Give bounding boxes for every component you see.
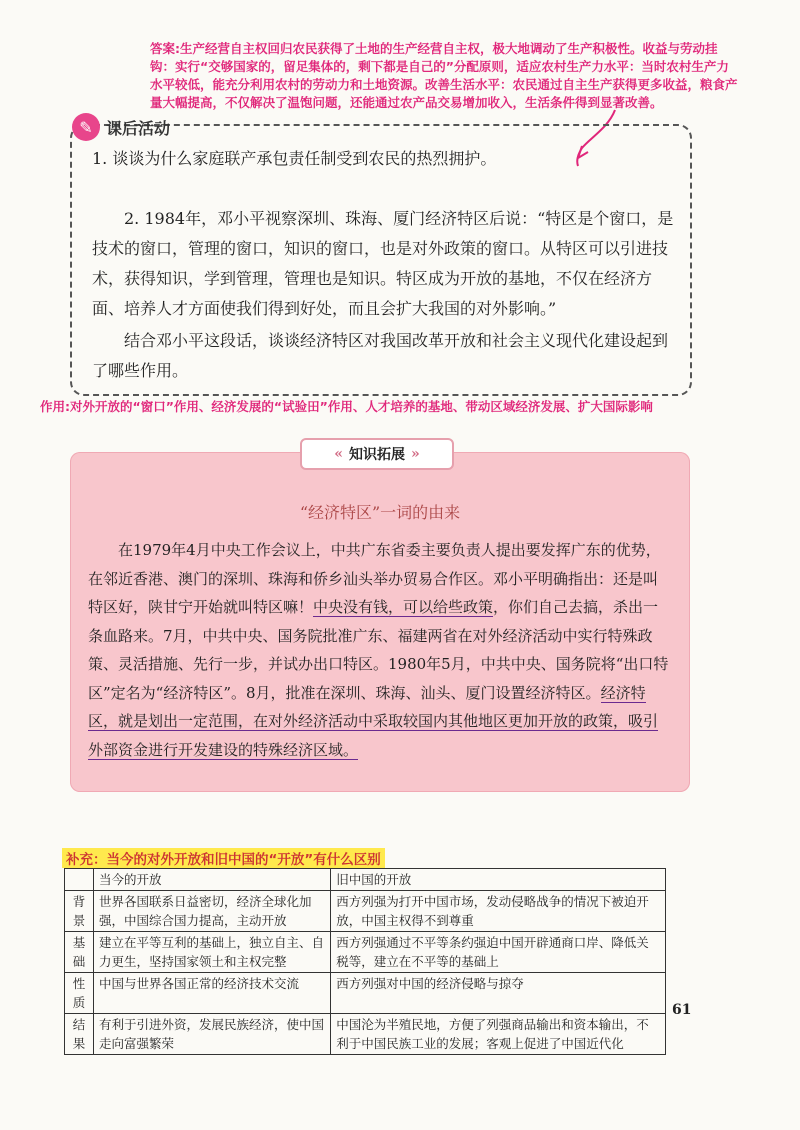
comparison-table bbox=[64, 868, 666, 1055]
table-row bbox=[65, 932, 666, 973]
answer2-text: 对外开放的“窗口”作用、经济发展的“试验田”作用、人才培养的基地、带动区域经济发展、扩大国际影响 bbox=[70, 399, 653, 414]
table-row-header: 结果 bbox=[65, 1014, 94, 1055]
table-cell: 有利于引进外资，发展民族经济，使中国走向富强繁荣 bbox=[94, 1014, 331, 1055]
activity-title: 课后活动 bbox=[106, 118, 171, 138]
table-cell: 中国与世界各国正常的经济技术交流 bbox=[94, 973, 331, 1014]
answer-text: 生产经营自主权回归农民获得了土地的生产经营自主权，极大地调动了生产积极性。收益与劳动挂钩：实行“交够国家的，留足集体的，剩下都是自己的”分配原则，适应农村生产力水平：当时农村生产力水平较低，能充分利用农村的劳动力和土地资源。改善生活水平：农民通过自主生产获得更多收益，粮食产量大幅提高，不仅解决了温饱问题，还能通过农产品交易增加收入，生活条件得到显著改善。 bbox=[150, 41, 738, 110]
activity-question-3: 结合邓小平这段话，谈谈经济特区对我国改革开放和社会主义现代化建设起到了哪些作用。 bbox=[92, 331, 669, 380]
knowledge-title: “经济特区”一词的由来 bbox=[299, 503, 461, 522]
knowledge-underlined-policy: 中央没有钱，可以给些政策 bbox=[313, 598, 494, 616]
table-cell: 建立在平等互利的基础上，独立自主、自力更生，坚持国家领土和主权完整 bbox=[94, 932, 331, 973]
page-number: 61 bbox=[672, 1002, 692, 1018]
double-chevron-left-icon: « bbox=[334, 446, 343, 462]
table-row-header: 基础 bbox=[65, 932, 94, 973]
table-row bbox=[65, 973, 666, 1014]
activity-question-1: 1. 谈谈为什么家庭联产承包责任制受到农民的热烈拥护。 bbox=[92, 149, 497, 168]
table-header-cell: 当今的开放 bbox=[94, 869, 331, 891]
pencil-check-icon: ✎ bbox=[72, 113, 100, 141]
table-cell: 世界各国联系日益密切，经济全球化加强，中国综合国力提高，主动开放 bbox=[94, 891, 331, 932]
table-cell: 西方列强对中国的经济侵略与掠夺 bbox=[331, 973, 666, 1014]
answer2-label: 作用: bbox=[40, 399, 70, 414]
table-cell: 西方列强为打开中国市场，发动侵略战争的情况下被迫开放，中国主权得不到尊重 bbox=[331, 891, 666, 932]
table-cell: 西方列强通过不平等条约强迫中国开辟通商口岸、降低关税等，建立在不平等的基础上 bbox=[331, 932, 666, 973]
table-row-header: 背景 bbox=[65, 891, 94, 932]
table-header-row bbox=[65, 869, 666, 891]
knowledge-text-1: 在1979年4月中央工作会议上，中共广东省委主要负责人提出要发挥广东的优势，在邻近香港、澳门的深圳、珠海和侨乡汕头举办贸易合作区。邓小平明确指出：还是叫特区好，陕甘宁开始就叫特区嘛！ bbox=[88, 541, 661, 616]
supplement-title: 补充：当今的对外开放和旧中国的“开放”有什么区别 bbox=[62, 848, 385, 868]
table-header-cell bbox=[65, 869, 94, 891]
table-row-header: 性质 bbox=[65, 973, 94, 1014]
knowledge-tab-label: 知识拓展 bbox=[349, 447, 405, 463]
table-header-cell: 旧中国的开放 bbox=[331, 869, 666, 891]
answer-label: 答案: bbox=[150, 41, 180, 56]
double-chevron-right-icon: » bbox=[411, 446, 420, 462]
knowledge-text-3: ，你们自己去搞，杀出一条血路来。7月，中共中央、国务院批准广东、福建两省在对外经济活动中实行特殊政策、灵活措施、先行一步，并试办出口特区。1980年5月，中共中央、国务院将“出口特区”定名为“经济特区”。8月，批准在深圳、珠海、汕头、厦门设置经济特区。 bbox=[88, 598, 669, 702]
handwritten-answer-note bbox=[150, 40, 740, 112]
table-row bbox=[65, 1014, 666, 1055]
handwritten-answer-note-2 bbox=[40, 398, 720, 416]
activity-question-2: 2. 1984年，邓小平视察深圳、珠海、厦门经济特区后说：“特区是个窗口，是技术的窗口，管理的窗口，知识的窗口，也是对外政策的窗口。从特区可以引进技术，获得知识，学到管理，管理也是知识。特区成为开放的基地，不仅在经济方面、培养人才方面使我们得到好处，而且会扩大我国的对外影响。” bbox=[92, 209, 674, 318]
knowledge-paragraph bbox=[88, 536, 672, 764]
activity-header bbox=[72, 112, 170, 142]
table-row bbox=[65, 891, 666, 932]
knowledge-tab bbox=[300, 438, 454, 470]
knowledge-underlined-definition: 经济特区，就是划出一定范围，在对外经济活动中采取较国内其他地区更加开放的政策，吸引外部资金进行开发建设的特殊经济区域。 bbox=[88, 683, 659, 759]
table-cell: 中国沦为半殖民地，方便了列强商品输出和资本输出，不利于中国民族工业的发展；客观上促进了中国近代化 bbox=[331, 1014, 666, 1055]
